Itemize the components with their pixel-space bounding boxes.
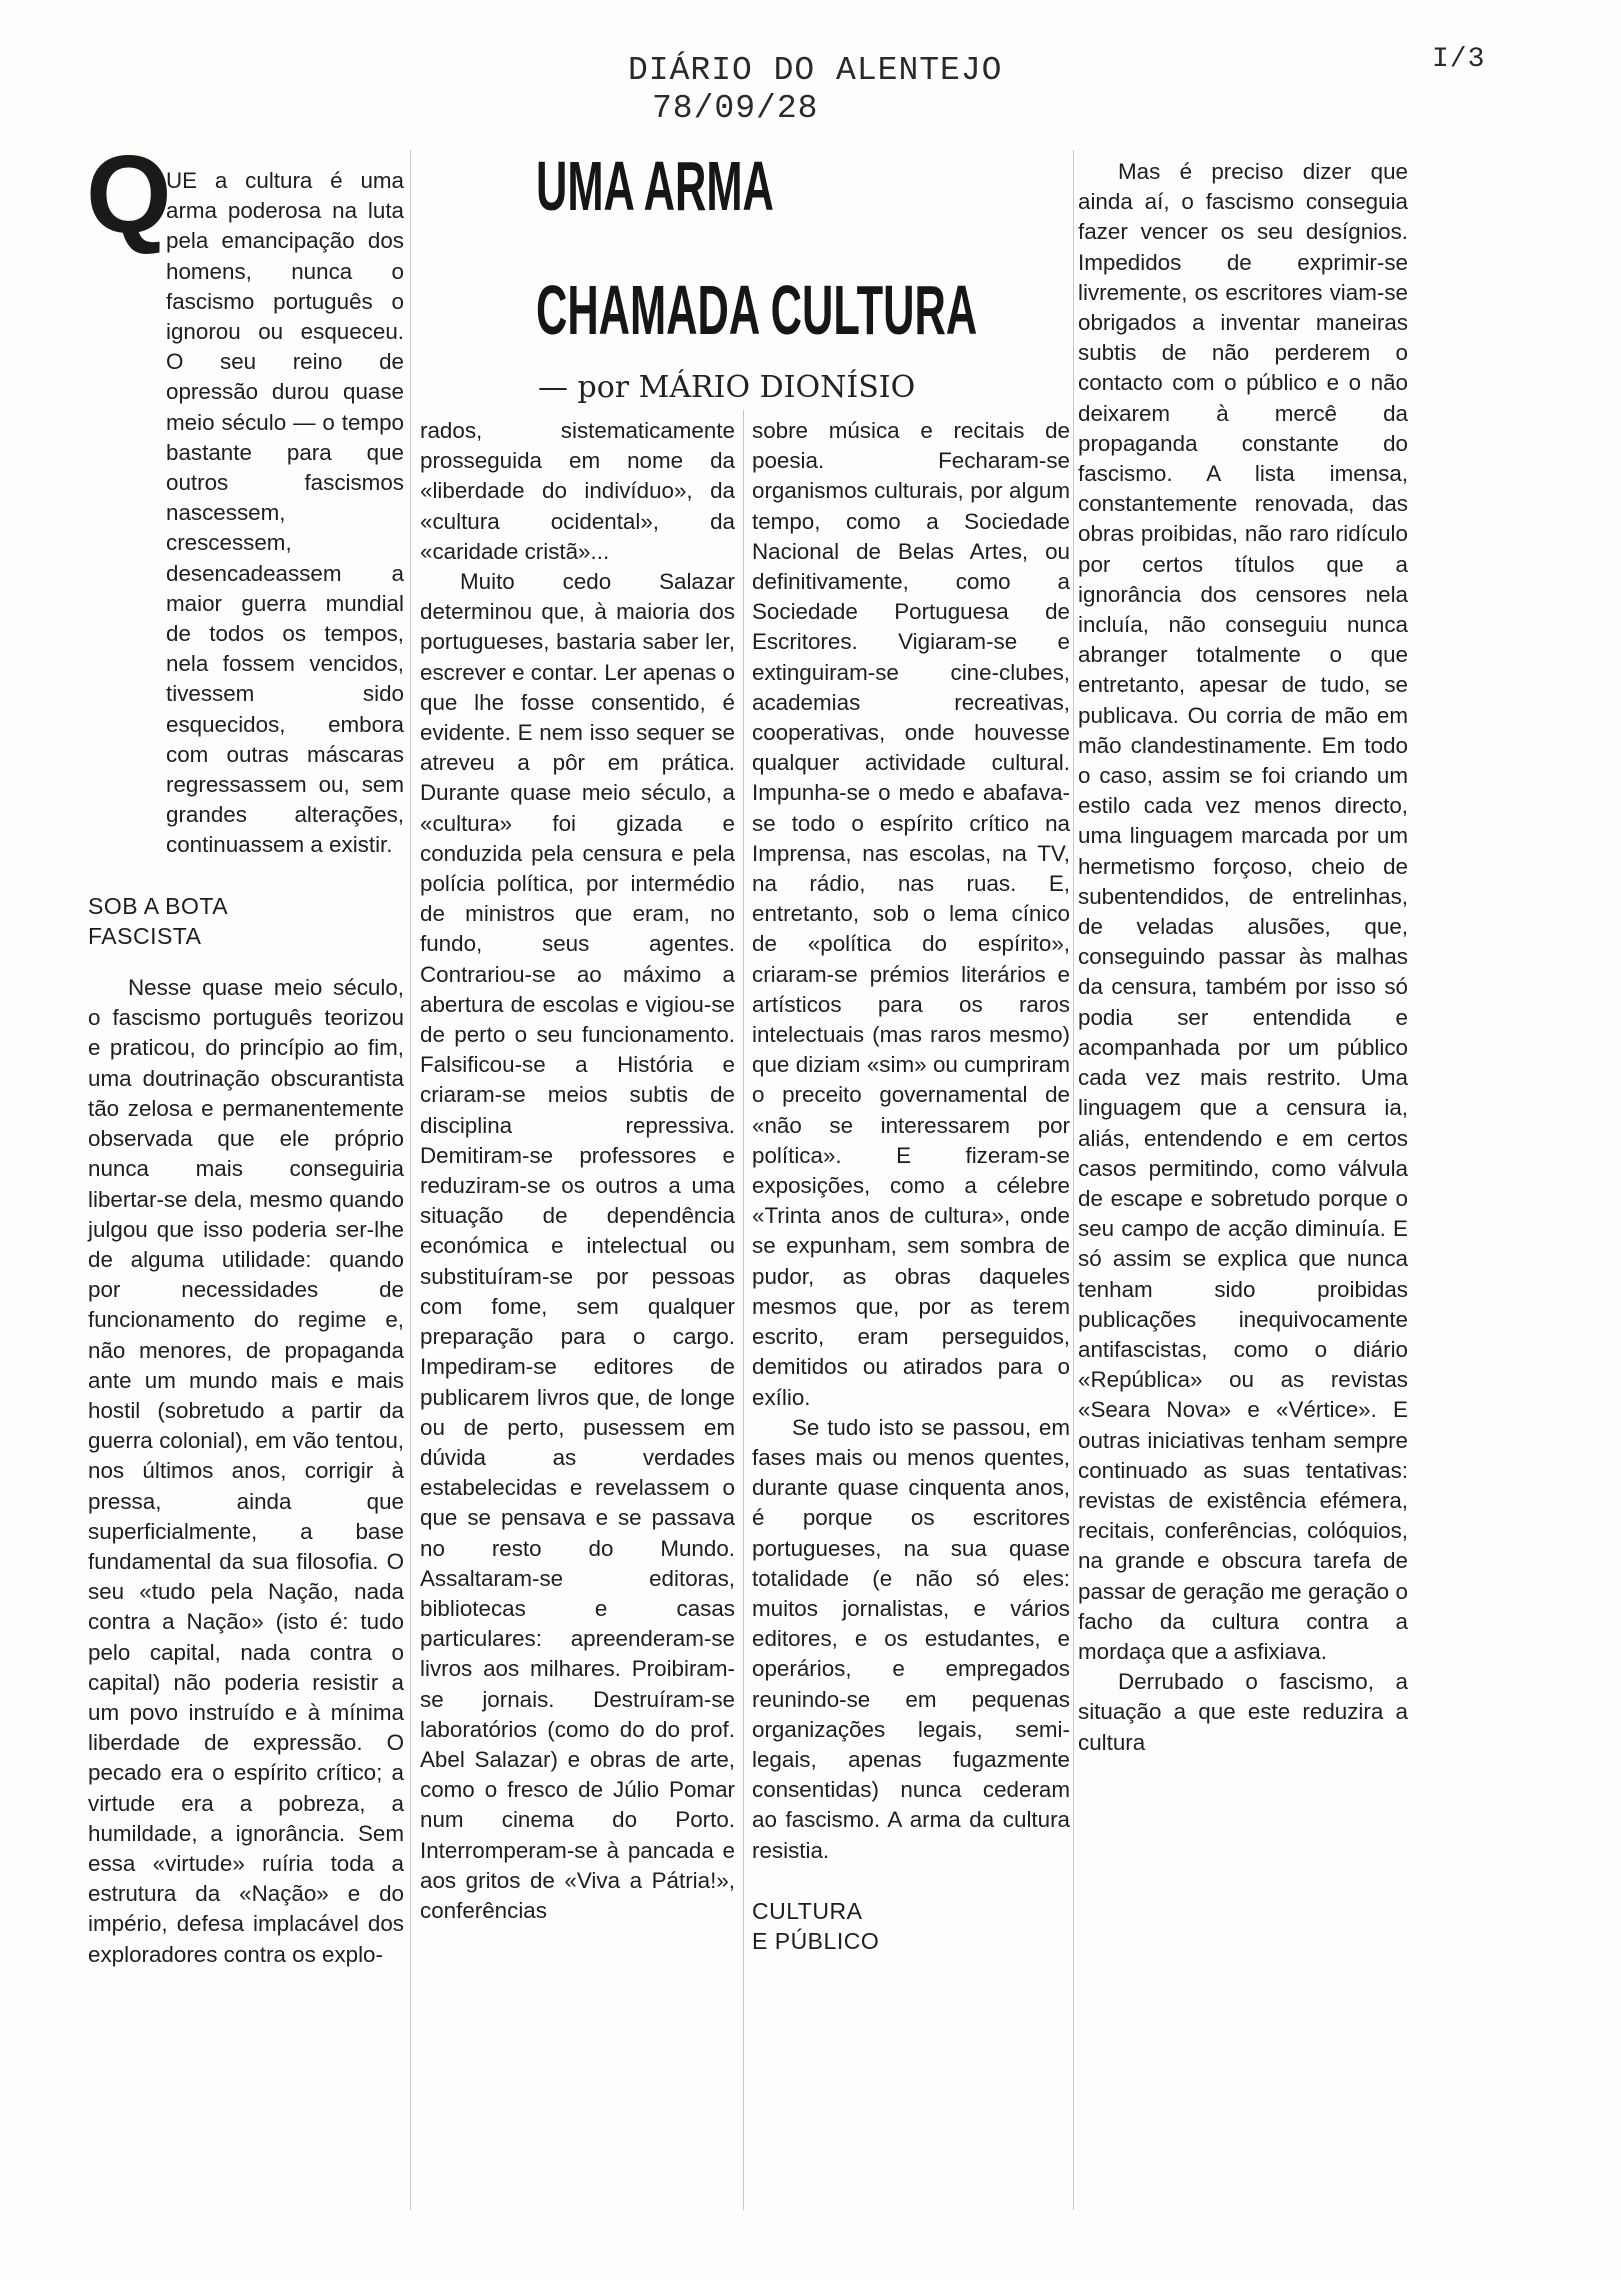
- publication-date: 78/09/28: [652, 90, 819, 127]
- body-paragraph: rados, sistematicamente prosseguida em nome da «liberdade do indivíduo», da «cultura ocidental», da «caridade cristã»...: [420, 418, 735, 564]
- column-rule: [1073, 150, 1074, 2210]
- body-paragraph: Se tudo isto se passou, em fases mais ou menos quentes, durante quase cinquenta anos, é porque os escritores portugueses, na sua quase totalidade (e não só eles: muitos jornalistas, e vários editores, e os estudantes, e operários, e empregados reunindo-se em pequenas organizações legais, semi-legais, apenas fugazmente consentidas) nunca cederam ao fascismo. A arma da cultura resistia.: [752, 1414, 1070, 1863]
- body-paragraph: Mas é preciso dizer que ainda aí, o fascismo conseguia fazer vencer os seu desígnios. Impedidos de exprimir-se livremente, os escritores viam-se obrigados a inventar maneiras subtis de não perderem o contacto com o público e o não deixarem à mercê da propaganda constante do fascismo. A lista imensa, constantemente renovada, das obras proibidas, não raro ridículo por certos títulos que a ignorância dos censores nela incluía, não conseguiu nunca abranger totalmente o que entretanto, apesar de tudo, se publicava. Ou corria de mão em mão clandestinamente. Em todo o caso, assim se foi criando um estilo cada vez menos directo, uma linguagem marcada por um hermetismo forçoso, cheio de subentendidos, de entrelinhas, de veladas alusões, que, conseguindo passar às malhas da censura, também por isso só podia ser entendida e acompanhada por um público cada vez mais restrito. Uma linguagem que a censura ia, aliás, entendendo e em certos casos permitindo, como válvula de escape e sobretudo porque o seu campo de acção diminuía. E só assim se explica que nunca tenham sido proibidas publicações inequivocamente antifascistas, como o diário «República» ou as revistas «Seara Nova» e «Vértice». E outras iniciativas tenham sempre continuado as suas tentativas: revistas de existência efémera, recitais, conferências, colóquios, na grande e obscura tarefa de passar de geração me geração o facho da cultura contra a mordaça que a asfixiava.: [1078, 159, 1408, 1664]
- page-number: I/3: [1432, 44, 1486, 75]
- subheading-line-1: SOB A BOTA: [88, 892, 229, 919]
- subheading: [88, 891, 404, 951]
- headline-line-1: UMA ARMA: [536, 147, 774, 225]
- article-column-4: [1078, 157, 1408, 1758]
- body-paragraph: Derrubado o fascismo, a situação a que este reduzira a cultura: [1078, 1669, 1408, 1755]
- byline: — por MÁRIO DIONÍSIO: [538, 370, 916, 405]
- body-paragraph: sobre música e recitais de poesia. Fecharam-se organismos culturais, por algum tempo, como a Sociedade Nacional de Belas Artes, ou definitivamente, como a Sociedade Portuguesa de Escritores. Vigiaram-se e extinguiram-se cine-clubes, academias recreativas, cooperativas, onde houvesse qualquer actividade cultural. Impunha-se o medo e abafava-se todo o espírito crítico na Imprensa, nas escolas, na TV, na rádio, nas ruas. E, entretanto, sob o lema cínico de «política do espírito», criaram-se prémios literários e artísticos para os raros intelectuais (mas raros mesmo) que diziam «sim» ou cumpriram o preceito governamental de «não se interessarem por política». E fizeram-se exposições, como a célebre «Trinta anos de cultura», onde se expunham, sem sombra de pudor, as obras daqueles mesmos que, por as terem escrito, eram perseguidos, demitidos ou atirados para o exílio.: [752, 418, 1070, 1410]
- body-paragraph: Muito cedo Salazar determinou que, à maioria dos portugueses, bastaria saber ler, escrever e contar. Ler apenas o que lhe fosse consentido, é evidente. E nem isso sequer se atreveu a pôr em prática. Durante quase meio século, a «cultura» foi gizada e conduzida pela censura e pela polícia política, por intermédio de ministros que eram, no fundo, seus agentes. Contrariou-se ao máximo a abertura de escolas e vigiou-se de perto o seu funcionamento. Falsificou-se a História e criaram-se meios subtis de disciplina repressiva. Demitiram-se professores e reduziram-se os outros a uma situação de dependência económica e intelectual ou substituíram-se por pessoas com fome, sem qualquer preparação para o cargo. Impediram-se editores de publicarem livros que, de longe ou de perto, pusessem em dúvida as verdades estabelecidas e revelassem o que se pensava e se passava no resto do Mundo. Assaltaram-se editoras, bibliotecas e casas particulares: apreenderam-se livros aos milhares. Proibiram-se jornais. Destruíram-se laboratórios (como do do prof. Abel Salazar) e obras de arte, como o fresco de Júlio Pomar num cinema do Porto. Interromperam-se à pancada e aos gritos de «Viva a Pátria!», conferências: [420, 569, 735, 1923]
- newspaper-name: DIÁRIO DO ALENTEJO: [628, 52, 1003, 89]
- subheading-line-2: FASCISTA: [88, 922, 202, 949]
- article-column-3: [752, 416, 1070, 1978]
- subheading-line-1: CULTURA: [752, 1897, 863, 1924]
- column-rule: [410, 150, 411, 2210]
- subheading: [752, 1896, 1070, 1956]
- body-paragraph: Nesse quase meio século, o fascismo português teorizou e praticou, do princípio ao fim, uma doutrinação obscurantista tão zelosa e permanentemente observada que ele próprio nunca mais conseguiria libertar-se dela, mesmo quando julgou que isso poderia ser-lhe de alguma utilidade: quando por necessidades de funcionamento do regime e, não menores, de propaganda ante um mundo mais e mais hostil (sobretudo a partir da guerra colonial), em vão tentou, nos últimos anos, corrigir à pressa, ainda que superficialmente, a base fundamental da sua filosofia. O seu «tudo pela Nação, nada contra a Nação» (isto é: tudo pelo capital, nada contra o capital) não poderia resistir a um povo instruído e à mínima liberdade de expressão. O pecado era o espírito crítico; a virtude era a pobreza, a humildade, a ignorância. Sem essa «virtude» ruíria toda a estrutura da «Nação» e do império, defesa implacável dos exploradores contra os explo-: [88, 975, 404, 1967]
- headline-line-2: CHAMADA CULTURA: [536, 271, 978, 349]
- article-column-1: [88, 166, 404, 1970]
- article-column-2: [420, 416, 735, 1926]
- subheading-line-2: E PÚBLICO: [752, 1927, 880, 1954]
- lead-paragraph: UE a cultura é uma arma poderosa na luta pela emancipação dos homens, nunca o fascismo português o ignorou ou esqueceu. O seu reino de opressão durou quase meio século — o tempo bastante para que outros fascismos nascessem, crescessem, desencadeassem a maior guerra mundial de todos os tempos, nela fossem vencidos, tivessem sido esquecidos, embora com outras máscaras regressassem ou, sem grandes alterações, continuassem a existir.: [166, 168, 404, 858]
- drop-cap-letter: Q: [86, 133, 172, 256]
- column-rule: [743, 410, 744, 2210]
